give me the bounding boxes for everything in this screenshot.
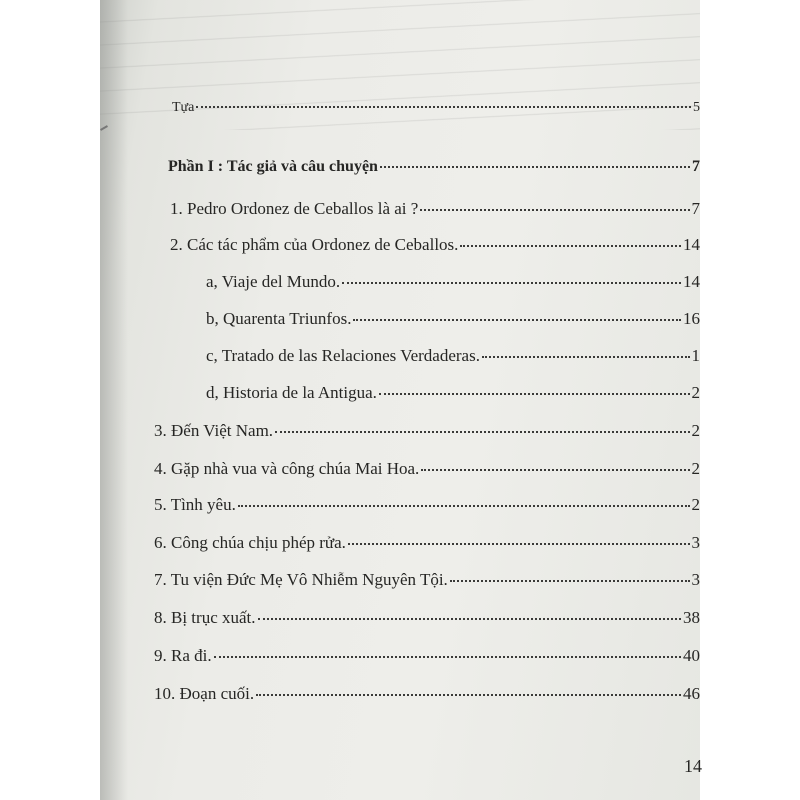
dot-leader (256, 694, 681, 696)
toc-entry-label: 7. Tu viện Đức Mẹ Vô Nhiễm Nguyên Tội. (154, 570, 448, 589)
dot-leader (196, 106, 691, 108)
toc-entry-page: 2 (691, 495, 700, 514)
dot-leader (342, 282, 681, 284)
toc-entry-page: 3 (691, 570, 700, 589)
toc-entry (170, 235, 700, 255)
toc-entry-label: 10. Đoạn cuối. (154, 684, 255, 703)
toc-entry-page: 1 (691, 346, 700, 365)
toc-subentry (206, 346, 700, 366)
toc-subentry (206, 309, 700, 329)
toc-entry-page: 46 (683, 684, 700, 703)
toc-entry-label: 2. Các tác phẩm của Ordonez de Ceballos. (170, 235, 459, 254)
dot-leader (353, 319, 681, 321)
dot-leader (380, 166, 690, 168)
toc-entry-label: 1. Pedro Ordonez de Ceballos là ai ? (170, 199, 419, 218)
toc-entry (154, 646, 700, 666)
toc-heading-label: Phần I : Tác giả và câu chuyện (168, 158, 378, 175)
toc-entry-page: 7 (691, 199, 700, 218)
dot-leader (348, 543, 690, 545)
toc-entry-label: 9. Ra đi. (154, 646, 212, 665)
toc-subentry (206, 272, 700, 292)
toc-entry (154, 459, 700, 479)
toc-entry-page: 2 (691, 383, 700, 402)
toc-entry-foreword (172, 98, 700, 118)
toc-entry (154, 533, 700, 553)
toc-subentry (206, 383, 700, 403)
toc-entry-page: 2 (691, 421, 700, 440)
dot-leader (214, 656, 681, 658)
toc-entry-page: 14 (683, 235, 700, 254)
toc-entry-label: a, Viaje del Mundo. (206, 272, 341, 291)
toc-entry-label: b, Quarenta Triunfos. (206, 309, 352, 328)
table-of-contents (100, 0, 700, 800)
toc-entry-page: 5 (693, 100, 700, 115)
toc-entry (170, 199, 700, 219)
toc-entry-label: 3. Đến Việt Nam. (154, 421, 274, 440)
dot-leader (275, 431, 689, 433)
toc-entry-label: 4. Gặp nhà vua và công chúa Mai Hoa. (154, 459, 420, 478)
toc-entry-label: c, Tratado de las Relaciones Verdaderas. (206, 346, 480, 365)
toc-heading-page: 7 (692, 158, 700, 175)
toc-entry-label: 6. Công chúa chịu phép rửa. (154, 533, 346, 552)
toc-entry-page: 40 (683, 646, 700, 665)
dot-leader (460, 245, 681, 247)
toc-entry-page: 3 (691, 533, 700, 552)
toc-entry-page: 16 (683, 309, 700, 328)
dot-leader (258, 618, 681, 620)
dot-leader (379, 393, 690, 395)
toc-entry (154, 684, 700, 704)
toc-entry (154, 570, 700, 590)
page-number: 14 (684, 756, 702, 776)
toc-part-heading (168, 157, 700, 177)
dot-leader (238, 505, 690, 507)
dot-leader (450, 580, 690, 582)
toc-entry (154, 421, 700, 441)
toc-entry-page: 2 (691, 459, 700, 478)
dot-leader (482, 356, 690, 358)
book-page (100, 0, 700, 800)
toc-entry-page: 14 (683, 272, 700, 291)
dot-leader (421, 469, 689, 471)
toc-entry-page: 38 (683, 608, 700, 627)
toc-entry (154, 608, 700, 628)
dot-leader (420, 209, 689, 211)
toc-entry-label: 8. Bị trục xuất. (154, 608, 256, 627)
toc-entry-label: d, Historia de la Antigua. (206, 383, 377, 402)
toc-entry-label: 5. Tình yêu. (154, 495, 236, 514)
toc-entry-label: Tựa (172, 100, 195, 115)
toc-entry (154, 495, 700, 515)
